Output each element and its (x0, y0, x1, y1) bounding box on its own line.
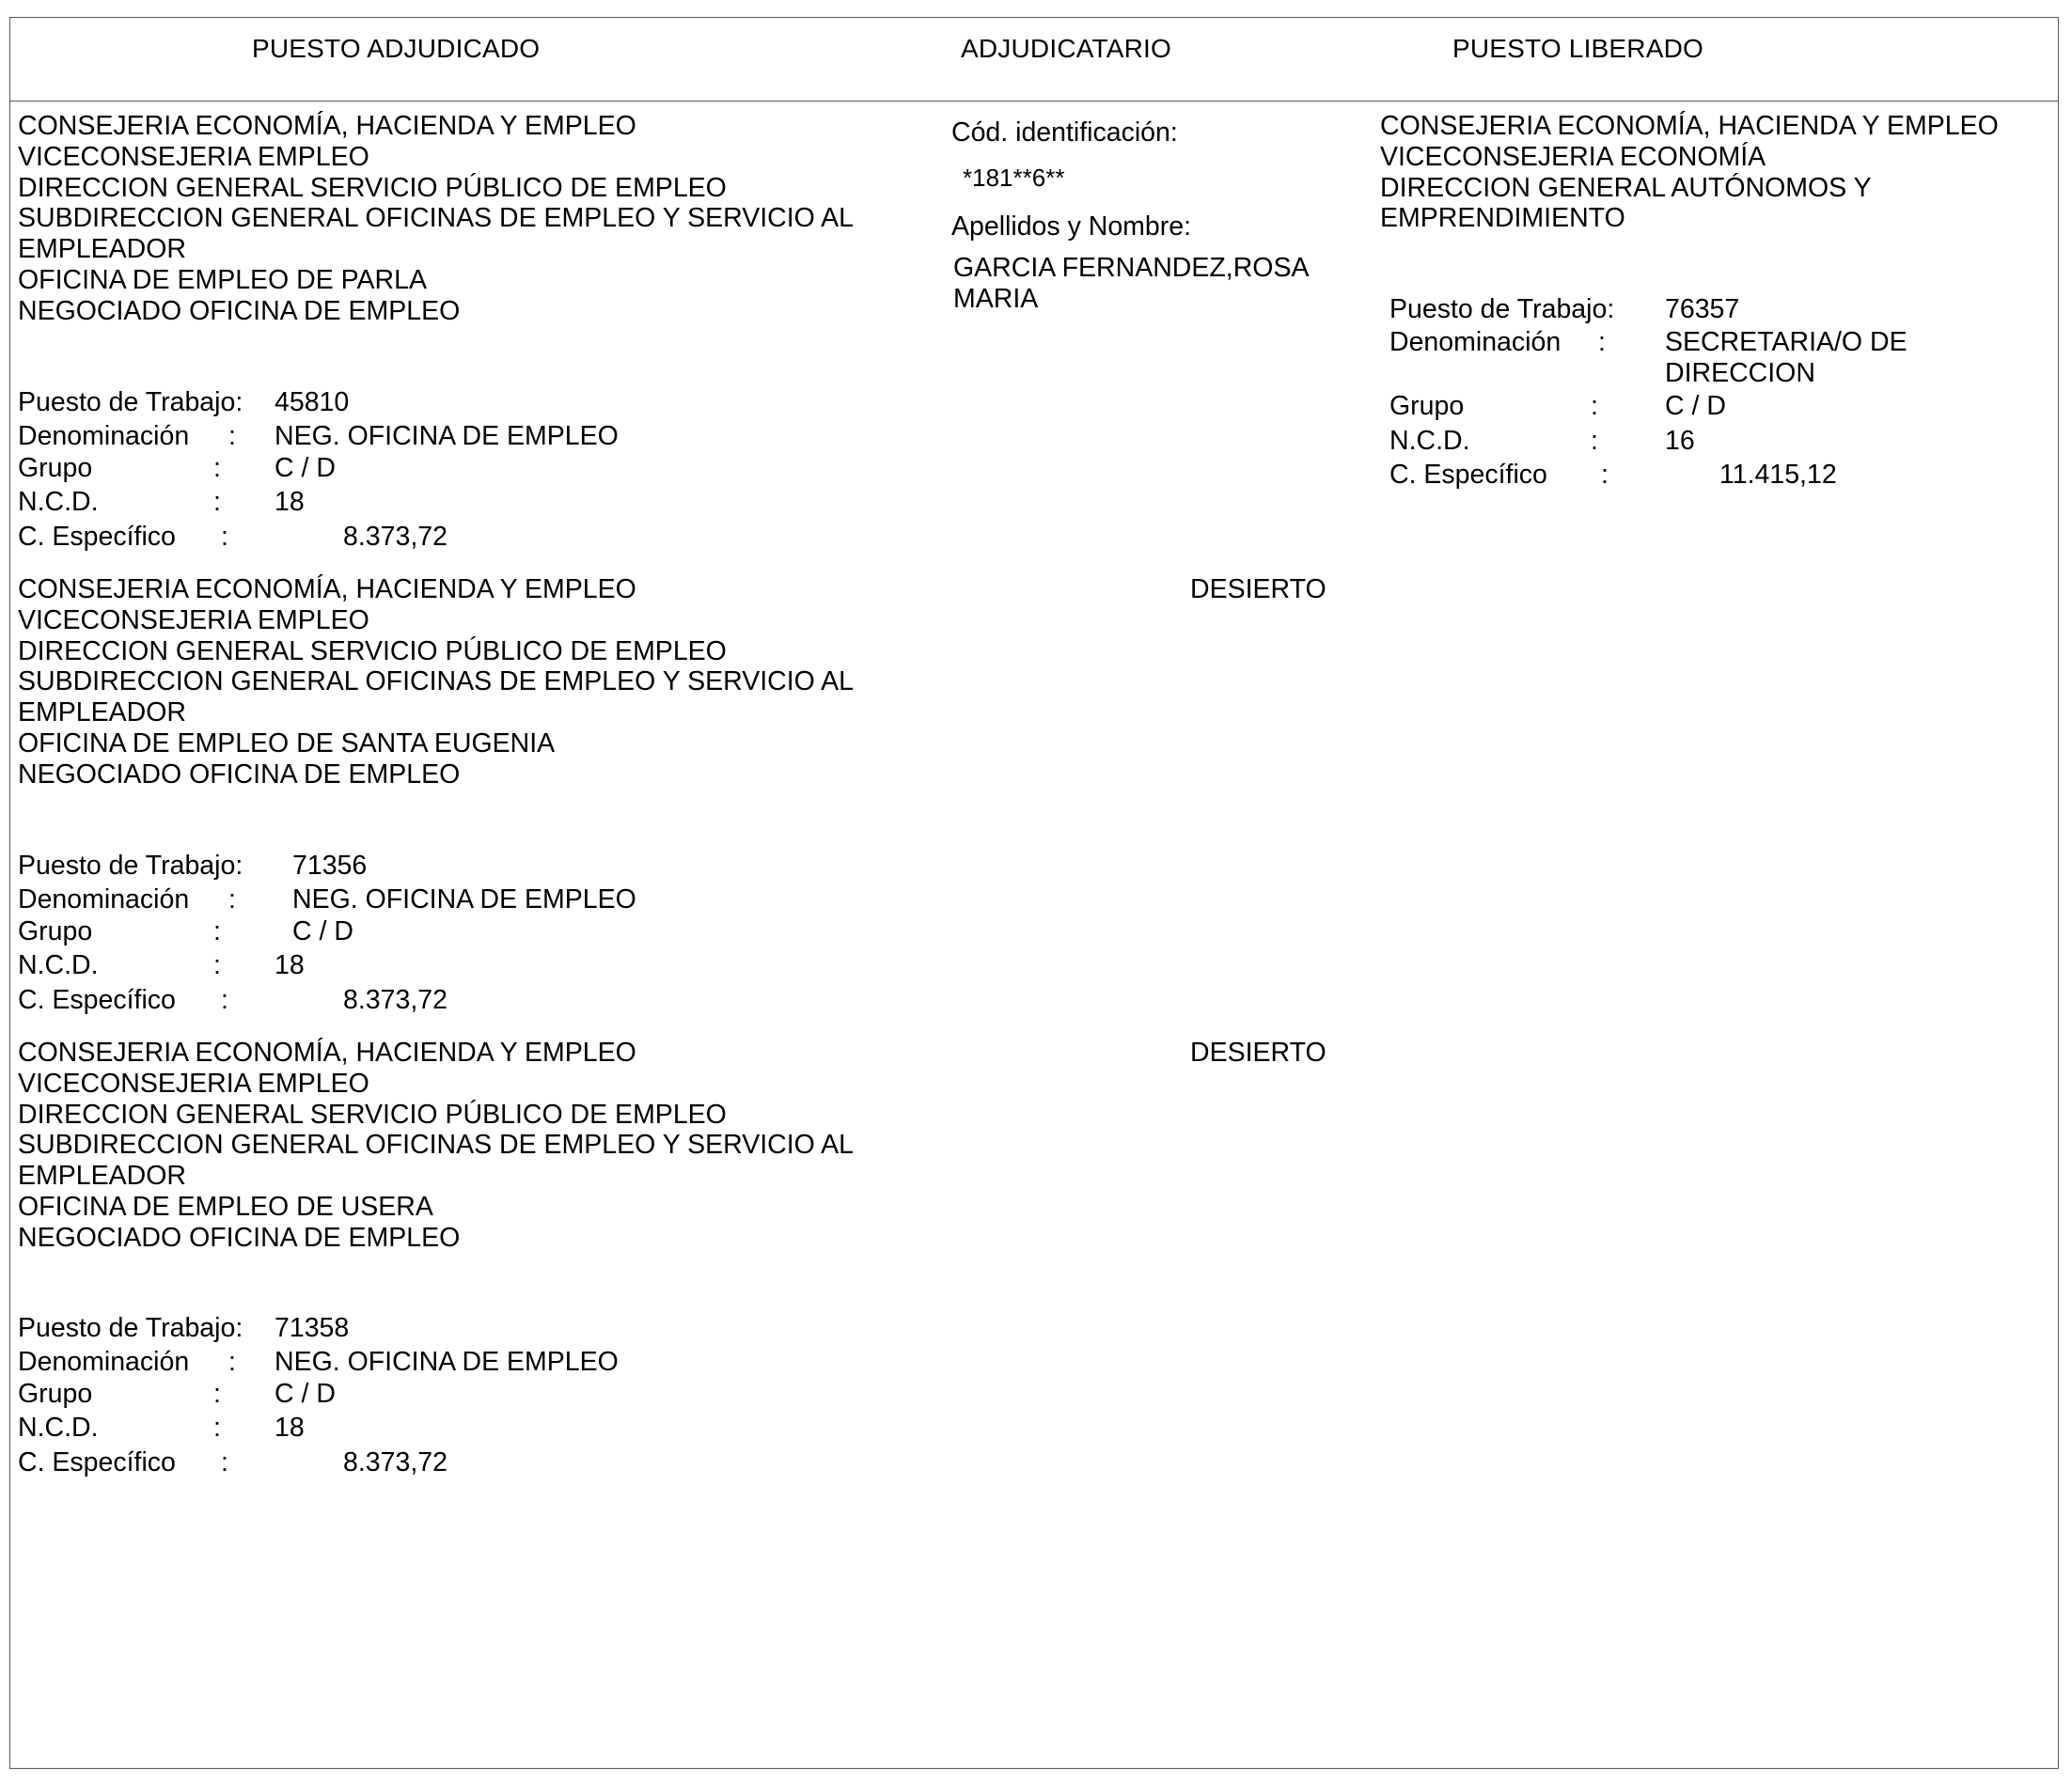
org-line: VICECONSEJERIA ECONOMÍA (1380, 141, 1766, 172)
org-line: OFICINA DE EMPLEO DE PARLA (18, 264, 428, 295)
org-line: OFICINA DE EMPLEO DE USERA (18, 1191, 433, 1222)
puesto-label: Puesto de Trabajo: (18, 387, 243, 417)
ncd-label: N.C.D. (18, 950, 99, 980)
ncd-label: N.C.D. (18, 1413, 99, 1443)
puesto-value: 45810 (275, 387, 350, 417)
org-line: EMPLEADOR (18, 234, 186, 265)
denominacion-value: NEG. OFICINA DE EMPLEO (275, 421, 619, 451)
header-puesto-liberado: PUESTO LIBERADO (1452, 34, 1704, 63)
denominacion-line: DIRECCION (1665, 357, 1815, 388)
denominacion-line: SECRETARIA/O DE (1665, 327, 1907, 357)
cod-identificacion-label: Cód. identificación: (951, 117, 1178, 148)
grupo-label: Grupo (18, 916, 93, 946)
grupo-label: Grupo (18, 1379, 93, 1409)
ncd-value: 18 (275, 487, 305, 517)
denominacion-value: NEG. OFICINA DE EMPLEO (275, 1347, 619, 1377)
org-line: SUBDIRECCION GENERAL OFICINAS DE EMPLEO Y SERVICIO AL (18, 203, 855, 234)
entry-3-status: DESIERTO (1190, 1038, 1326, 1068)
org-line: OFICINA DE EMPLEO DE SANTA EUGENIA (18, 727, 556, 758)
org-line: DIRECCION GENERAL SERVICIO PÚBLICO DE EMPLEO (18, 635, 727, 666)
org-line: CONSEJERIA ECONOMÍA, HACIENDA Y EMPLEO (18, 1038, 636, 1068)
org-line: DIRECCION GENERAL SERVICIO PÚBLICO DE EMPLEO (18, 1099, 727, 1130)
ncd-label: N.C.D. (1389, 426, 1470, 456)
liberado-org-block (1380, 111, 1999, 234)
puesto-label: Puesto de Trabajo: (18, 851, 243, 881)
entry-3-org-block (18, 1038, 854, 1253)
org-line: EMPLEADOR (18, 697, 186, 728)
colon: : (213, 950, 221, 980)
apellidos-nombre-value (953, 253, 1309, 315)
grupo-value: C / D (1665, 391, 1726, 421)
org-line: NEGOCIADO OFICINA DE EMPLEO (18, 295, 461, 326)
puesto-value: 71356 (292, 851, 368, 881)
cod-identificacion-value: *181**6** (963, 164, 1065, 192)
colon: : (1598, 327, 1606, 357)
puesto-label: Puesto de Trabajo: (18, 1313, 243, 1343)
org-line: VICECONSEJERIA EMPLEO (18, 1068, 369, 1099)
especifico-value: 8.373,72 (343, 1447, 447, 1477)
colon: : (213, 1379, 221, 1409)
denominacion-label: Denominación (18, 1347, 190, 1377)
ncd-value: 18 (275, 1413, 305, 1443)
colon: : (221, 1447, 228, 1477)
org-line: CONSEJERIA ECONOMÍA, HACIENDA Y EMPLEO (18, 111, 636, 141)
org-line: DIRECCION GENERAL AUTÓNOMOS Y (1380, 172, 1872, 203)
header-adjudicatario: ADJUDICATARIO (961, 34, 1172, 63)
header-puesto-adjudicado: PUESTO ADJUDICADO (252, 34, 541, 63)
colon: : (213, 916, 221, 946)
header-divider (9, 101, 2059, 102)
especifico-label: C. Específico (18, 985, 176, 1015)
org-line: CONSEJERIA ECONOMÍA, HACIENDA Y EMPLEO (1380, 111, 1999, 141)
colon: : (1591, 426, 1598, 456)
colon: : (213, 453, 221, 483)
denominacion-value: NEG. OFICINA DE EMPLEO (292, 884, 636, 914)
puesto-label: Puesto de Trabajo: (1389, 294, 1615, 324)
especifico-label: C. Específico (1389, 460, 1547, 490)
org-line: SUBDIRECCION GENERAL OFICINAS DE EMPLEO Y SERVICIO AL (18, 1130, 855, 1161)
puesto-value: 71358 (275, 1313, 350, 1343)
org-line: VICECONSEJERIA EMPLEO (18, 604, 369, 635)
denominacion-label: Denominación (18, 884, 190, 914)
grupo-value: C / D (275, 1379, 336, 1409)
entry-2-status: DESIERTO (1190, 574, 1326, 604)
denominacion-label: Denominación (1389, 327, 1562, 357)
org-line: EMPRENDIMIENTO (1380, 203, 1625, 234)
nombre-line: MARIA (953, 283, 1039, 314)
grupo-value: C / D (292, 916, 353, 946)
ncd-value: 18 (275, 950, 305, 980)
especifico-label: C. Específico (18, 1447, 176, 1477)
denominacion-label: Denominación (18, 421, 190, 451)
grupo-label: Grupo (1389, 391, 1465, 421)
org-line: DIRECCION GENERAL SERVICIO PÚBLICO DE EMPLEO (18, 172, 727, 203)
especifico-value: 11.415,12 (1719, 460, 1837, 490)
colon: : (221, 522, 228, 552)
especifico-value: 8.373,72 (343, 985, 447, 1015)
nombre-line: GARCIA FERNANDEZ,ROSA (953, 253, 1310, 283)
denominacion-value (1665, 327, 1907, 389)
org-line: SUBDIRECCION GENERAL OFICINAS DE EMPLEO Y SERVICIO AL (18, 666, 855, 697)
org-line: CONSEJERIA ECONOMÍA, HACIENDA Y EMPLEO (18, 574, 636, 604)
colon: : (213, 487, 221, 517)
grupo-value: C / D (275, 453, 336, 483)
org-line: NEGOCIADO OFICINA DE EMPLEO (18, 1222, 461, 1253)
org-line: EMPLEADOR (18, 1161, 186, 1192)
colon: : (1591, 391, 1598, 421)
grupo-label: Grupo (18, 453, 93, 483)
apellidos-nombre-label: Apellidos y Nombre: (951, 211, 1192, 242)
entry-1-org-block (18, 111, 854, 326)
colon: : (1601, 460, 1609, 490)
colon: : (228, 1347, 236, 1377)
org-line: NEGOCIADO OFICINA DE EMPLEO (18, 758, 461, 789)
colon: : (221, 985, 228, 1015)
colon: : (228, 884, 236, 914)
especifico-label: C. Específico (18, 522, 176, 552)
colon: : (213, 1413, 221, 1443)
ncd-label: N.C.D. (18, 487, 99, 517)
org-line: VICECONSEJERIA EMPLEO (18, 141, 369, 172)
especifico-value: 8.373,72 (343, 522, 447, 552)
ncd-value: 16 (1665, 426, 1695, 456)
colon: : (228, 421, 236, 451)
puesto-value: 76357 (1665, 294, 1740, 324)
entry-2-org-block (18, 574, 854, 789)
